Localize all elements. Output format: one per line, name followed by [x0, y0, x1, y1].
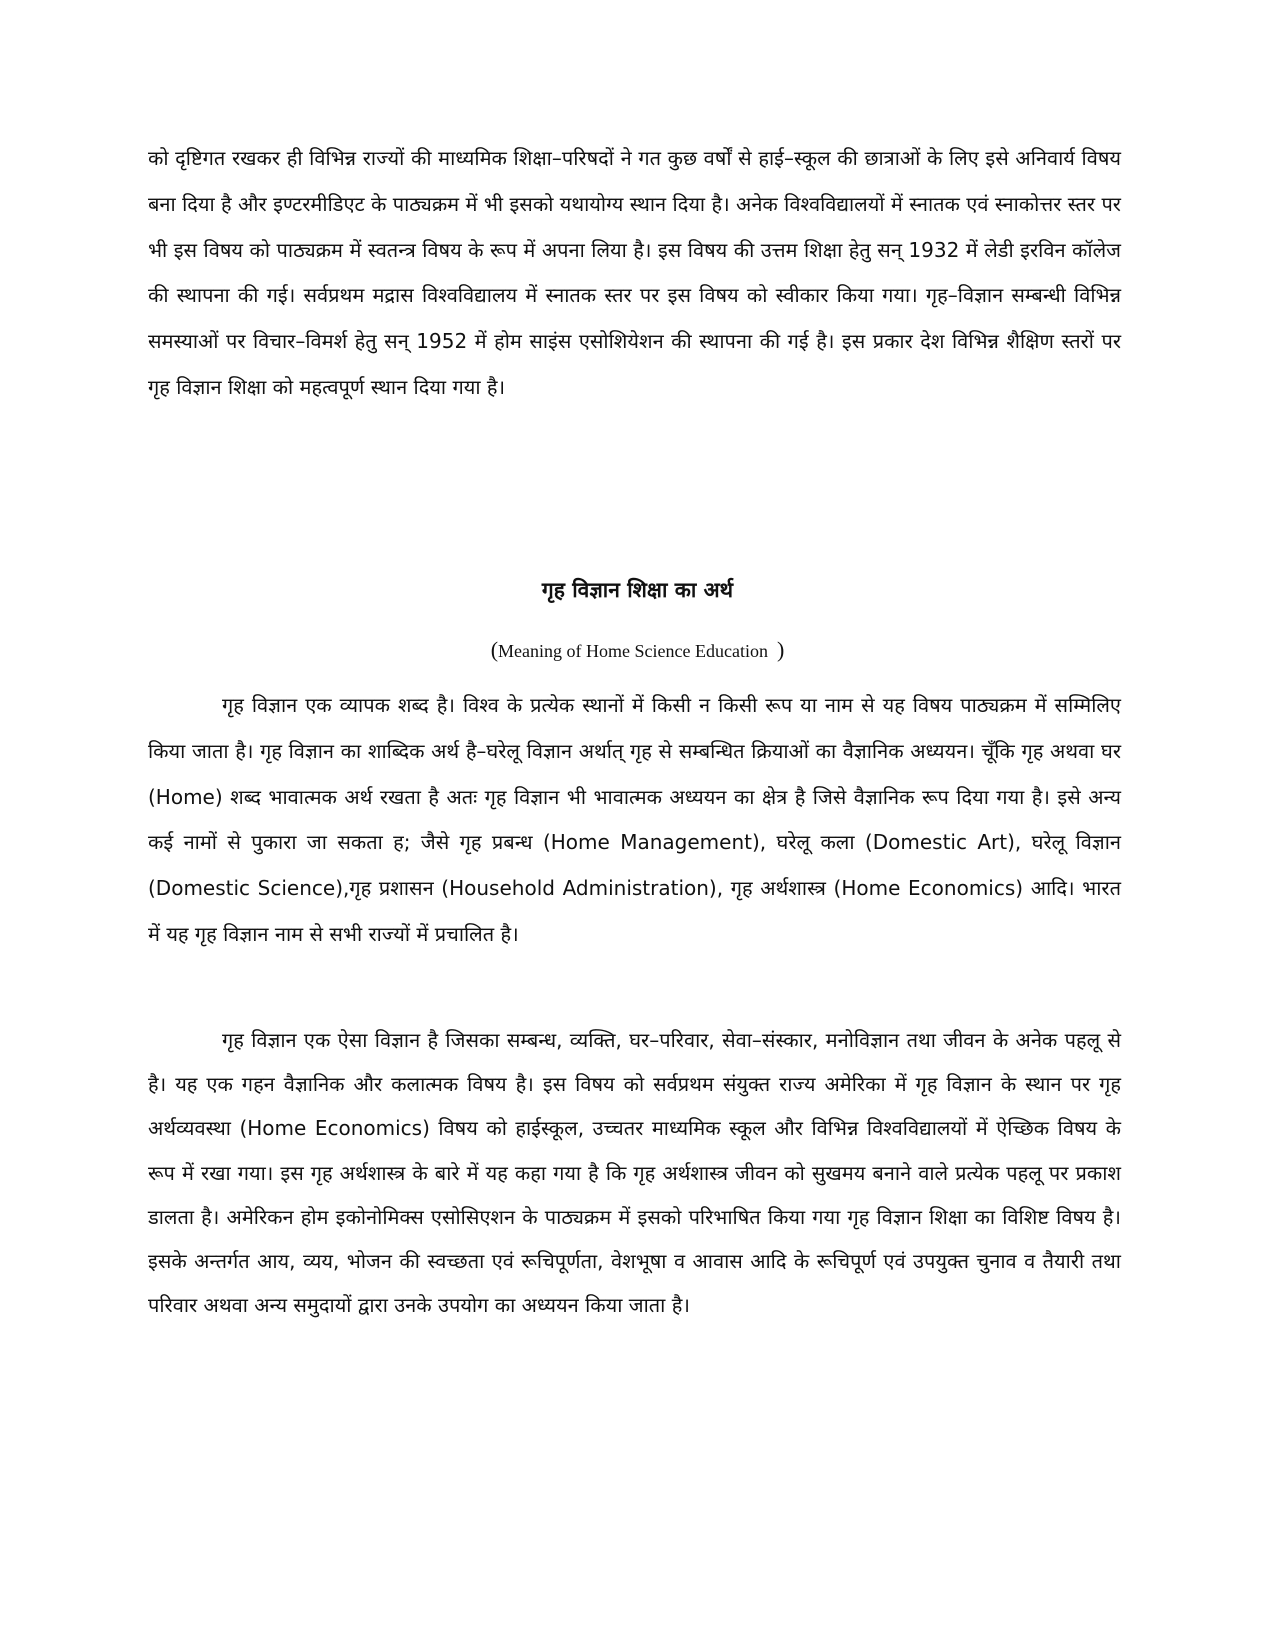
intro-paragraph: को दृष्टिगत रखकर ही विभिन्न राज्यों की माध्यमिक शिक्षा–परिषदों ने गत कुछ वर्षों से हाई–स्कूल की छात्राओं के लिए इसे अनिवार्य विषय बना दिया है और इण्टरमीडिएट के पाठ्यक्रम में भी इसको यथायोग्य स्थान दिया है। अनेक विश्वविद्यालयों में स्नातक एवं स्नाकोत्तर स्तर पर भी इस विषय को पाठ्यक्रम में स्वतन्त्र विषय के रूप में अपना लिया है। इस विषय की उत्तम शिक्षा हेतु सन् 1932 में लेडी इरविन कॉलेज की स्थापना की गई। सर्वप्रथम मद्रास विश्वविद्यालय में स्नातक स्तर पर इस विषय को स्वीकार किया गया। गृह–विज्ञान सम्बन्धी विभिन्न समस्याओं पर विचार–विमर्श हेतु सन् 1952 में होम साइंस एसोशियेशन की स्थापना की गई है। इस प्रकार देश विभिन्न शैक्षिण स्तरों पर गृह विज्ञान शिक्षा को महत्वपूर्ण स्थान दिया गया है।	[148, 146, 1121, 399]
subheading-open-paren: (	[490, 637, 499, 662]
section-subheading: Meaning of Home Science Education	[498, 641, 768, 661]
subheading-close-paren: )	[776, 637, 785, 662]
body-paragraph-meaning: गृह विज्ञान एक व्यापक शब्द है। विश्व के प्रत्येक स्थानों में किसी न किसी रूप या नाम से यह विषय पाठ्यक्रम में सम्मिलिए किया जाता है। गृह विज्ञान का शाब्दिक अर्थ है–घरेलू विज्ञान अर्थात् गृह से सम्बन्धित क्रियाओं का वैज्ञानिक अध्ययन। चूँकि गृह अथवा घर (Home) शब्द भावात्मक अर्थ रखता है अतः गृह विज्ञान भी भावात्मक अध्ययन का क्षेत्र है जिसे वैज्ञानिक रूप दिया गया है। इसे अन्य कई नामों से पुकारा जा सकता ह; जैसे गृह प्रबन्ध (Home Management), घरेलू कला (Domestic Art), घरेलू विज्ञान (Domestic Science),गृह प्रशासन (Household Administration), गृह अर्थशास्त्र (Home Economics) आदि। भारत में यह गृह विज्ञान नाम से सभी राज्यों में प्रचालित है।	[148, 693, 1121, 946]
section-heading: गृह विज्ञान शिक्षा का अर्थ	[541, 578, 734, 602]
section-subheading-line	[0, 636, 1275, 665]
body-paragraph-definition: गृह विज्ञान एक ऐसा विज्ञान है जिसका सम्बन्ध, व्यक्ति, घर–परिवार, सेवा–संस्कार, मनोविज्ञान तथा जीवन के अनेक पहलू से है। यह एक गहन वैज्ञानिक और कलात्मक विषय है। इस विषय को सर्वप्रथम संयुक्त राज्य अमेरिका में गृह विज्ञान के स्थान पर गृह अर्थव्यवस्था (Home Economics) विषय को हाईस्कूल, उच्चतर माध्यमिक स्कूल और विभिन्न विश्वविद्यालयों में ऐच्छिक विषय के रूप में रखा गया। इस गृह अर्थशास्त्र के बारे में यह कहा गया है कि गृह अर्थशास्त्र जीवन को सुखमय बनाने वाले प्रत्येक पहलू पर प्रकाश डालता है। अमेरिकन होम इकोनोमिक्स एसोसिएशन के पाठ्यक्रम में इसको परिभाषित किया गया गृह विज्ञान शिक्षा का विशिष्ट विषय है। इसके अन्तर्गत आय, व्यय, भोजन की स्वच्छता एवं रूचिपूर्णता, वेशभूषा व आवास आदि के रूचिपूर्ण एवं उपयुक्त चुनाव व तैयारी तथा परिवार अथवा अन्य समुदायों द्वारा उनके उपयोग का अध्ययन किया जाता है।	[148, 1028, 1121, 1318]
